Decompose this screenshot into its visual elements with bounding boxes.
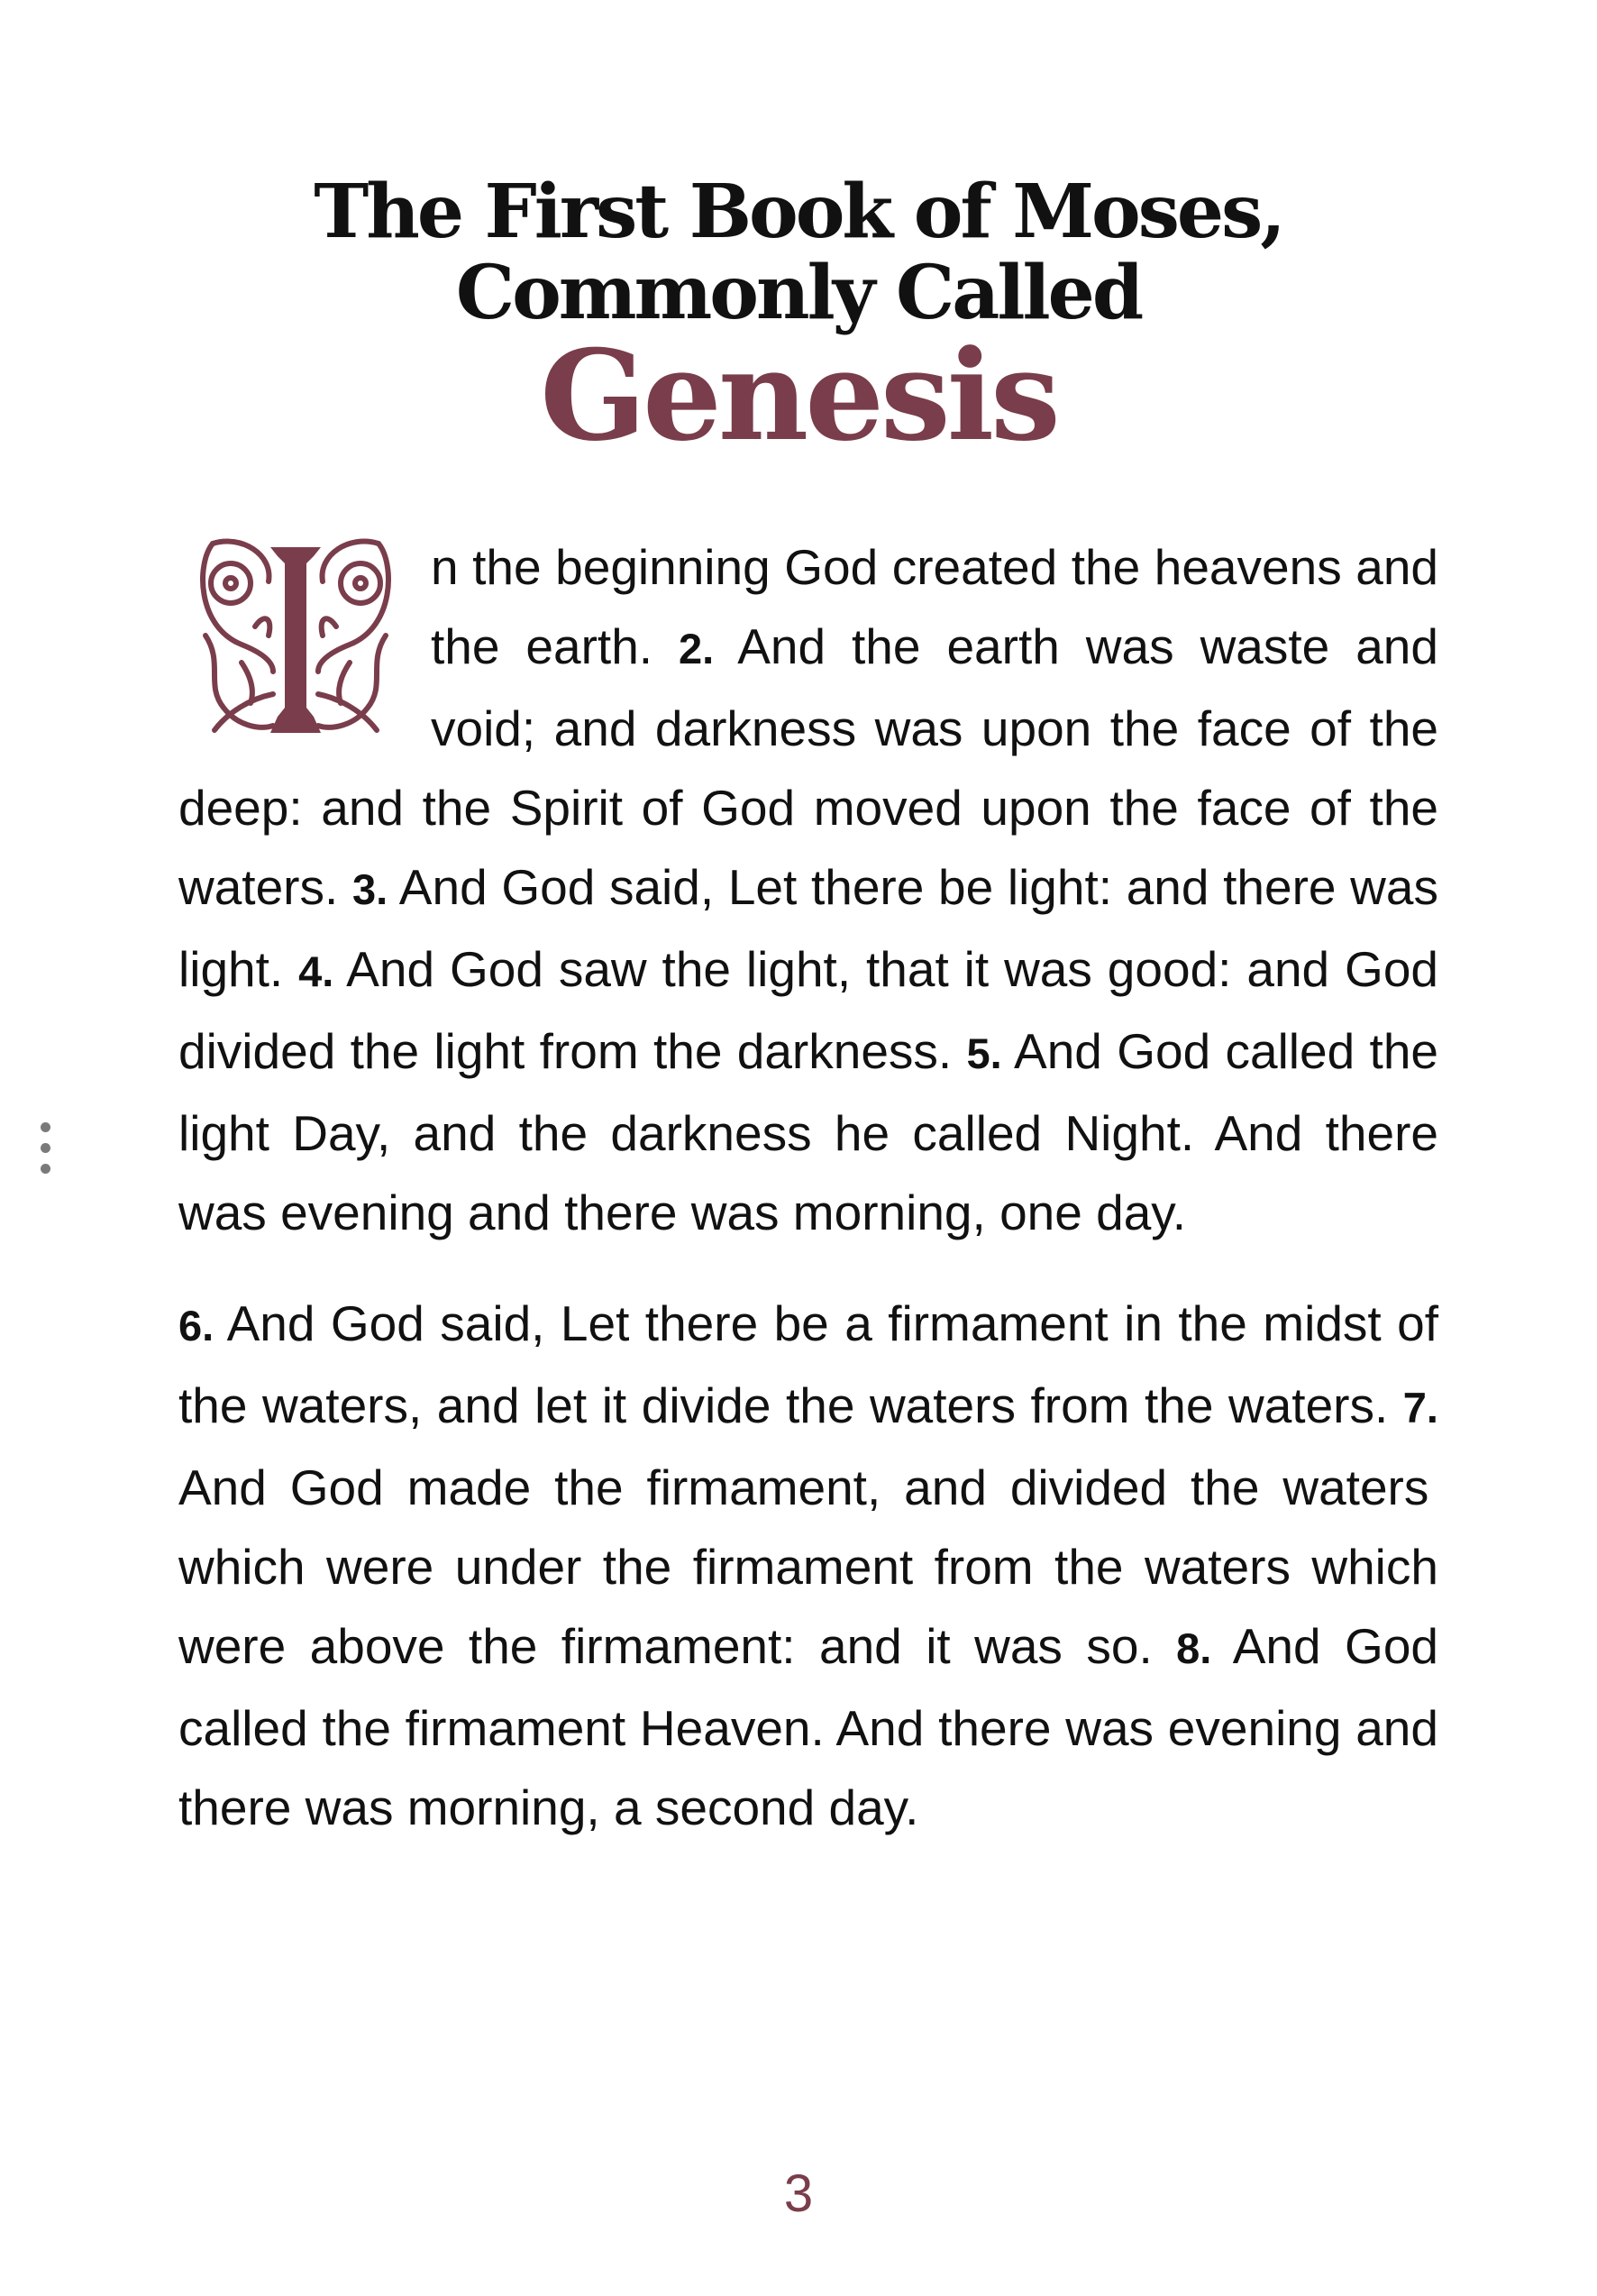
verse-text: And God called the firmament Heaven. And there was evening and there was morning, a second day. bbox=[178, 1618, 1438, 1835]
book-name: Genesis bbox=[540, 322, 1057, 469]
page-number: 3 bbox=[783, 2164, 814, 2223]
dot-icon bbox=[41, 1164, 50, 1174]
verse-number: 3. bbox=[351, 865, 388, 913]
verse-text: And God made the firmament, and divided the waters which were under the firmament from the waters which were above the firmament: and it was so. bbox=[178, 1459, 1438, 1674]
paragraph-2 bbox=[178, 1284, 1438, 1847]
title-line-2: Commonly Called bbox=[455, 250, 1142, 336]
verse-number: 2. bbox=[679, 625, 715, 672]
verse-number: 8. bbox=[1176, 1624, 1212, 1672]
chapter-heading bbox=[0, 169, 1597, 469]
dot-icon bbox=[41, 1122, 50, 1132]
verse-number: 7. bbox=[1402, 1384, 1438, 1432]
scripture-text bbox=[178, 527, 1438, 1879]
verse-number: 5. bbox=[966, 1029, 1002, 1077]
ornamental-initial-i-icon bbox=[187, 527, 404, 744]
paragraph-1 bbox=[178, 527, 1438, 1252]
verse-text: n the beginning God created the heavens and the earth. bbox=[431, 539, 1438, 674]
dot-icon bbox=[41, 1143, 50, 1153]
verse-text: And the earth was waste and void; and darkness was upon the face of the deep: and the Spirit of God moved upon the face of the waters. bbox=[178, 618, 1438, 915]
title-line-1: The First Book of Moses, bbox=[314, 169, 1283, 255]
vertical-ellipsis-menu-button[interactable] bbox=[36, 1122, 54, 1176]
paragraph-2-text bbox=[178, 1295, 1438, 1835]
verse-number: 6. bbox=[178, 1302, 214, 1349]
verse-text: And God called the light Day, and the darkness he called Night. And there was evening and there was morning, one day. bbox=[178, 1023, 1438, 1240]
verse-number: 4. bbox=[298, 947, 334, 995]
verse-text: And God said, Let there be a firmament in the midst of the waters, and let it divide the waters from the waters. bbox=[178, 1295, 1438, 1433]
verse-text: And God said, Let there be light: and there was light. bbox=[178, 859, 1438, 997]
verse-text: And God saw the light, that it was good: and God divided the light from the darkness. bbox=[178, 941, 1438, 1079]
